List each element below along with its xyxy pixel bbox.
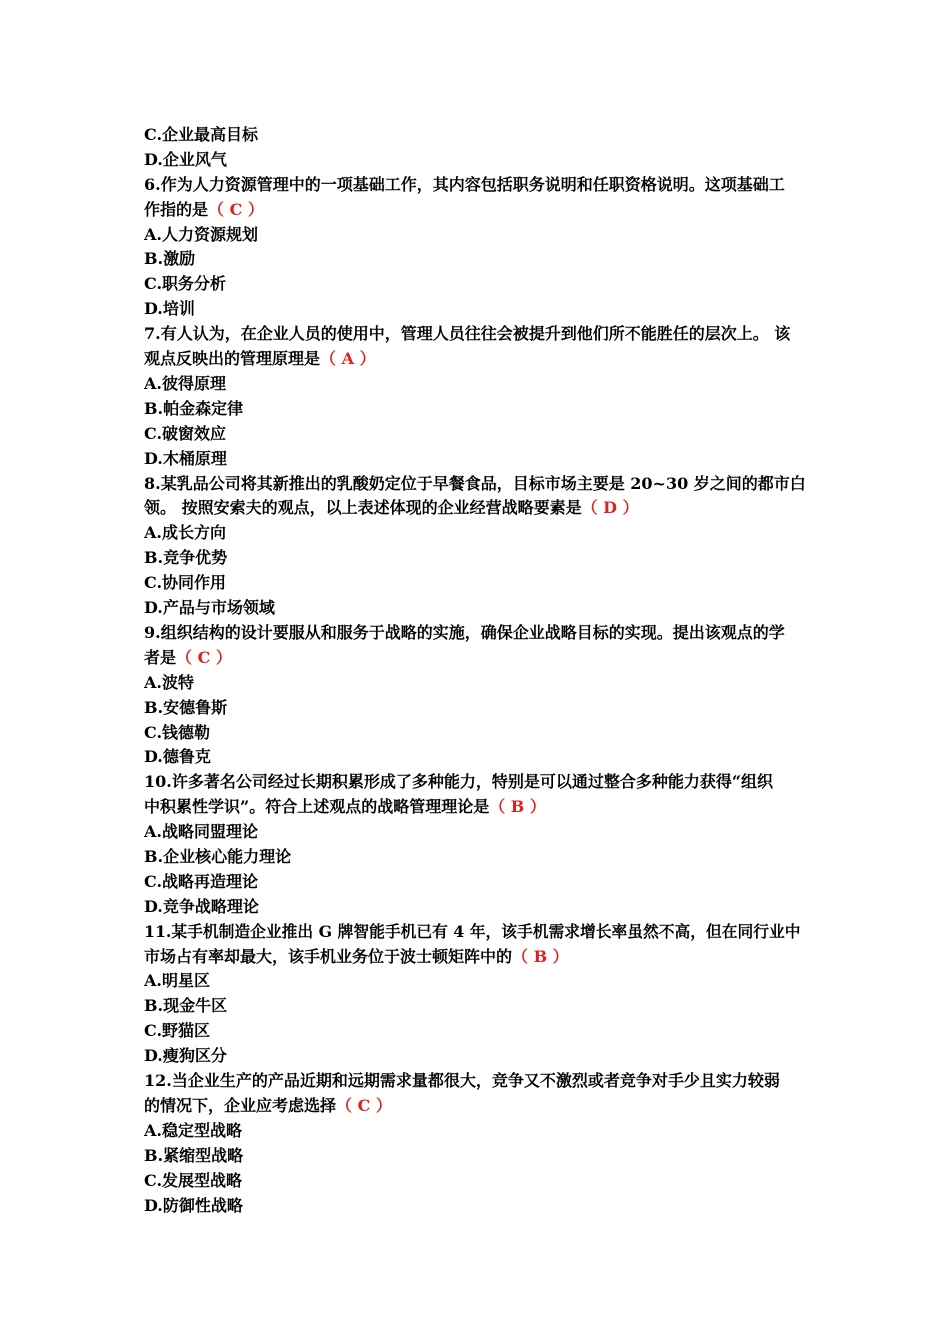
answer-mark: （ C ） [336,1095,392,1115]
question-stem-continued [144,646,808,671]
question-stem-text: 中积累性学识”。符合上述观点的战略管理理论是 [144,797,490,817]
question-stem: 11.某手机制造企业推出 G 牌智能手机已有 4 年，该手机需求增长率虽然不高，但在同行业中 [144,921,801,941]
document-page [144,123,808,1218]
answer-mark: （ C ） [208,199,264,219]
option-line: B.现金牛区 [144,996,228,1016]
option-line: D.培训 [144,299,195,319]
option-line: A.波特 [144,672,194,692]
question-stem-text: 市场占有率却最大，该手机业务位于波士顿矩阵中的 [144,946,513,966]
answer-mark: （ B ） [512,946,569,966]
option-line: B.安德鲁斯 [144,697,228,717]
question-stem-continued [144,198,808,223]
option-line: B.紧缩型战略 [144,1145,244,1165]
option-line: B.竞争优势 [144,548,228,568]
question-stem: 8.某乳品公司将其新推出的乳酸奶定位于早餐食品，目标市场主要是 20~30 岁之间的都市白 [144,473,806,493]
answer-mark: （ A ） [320,349,376,369]
option-line: D.产品与市场领域 [144,598,275,618]
question-stem-text: 领。 按照安索夫的观点，以上表述体现的企业经营战略要素是 [144,498,582,518]
question-stem-continued [144,1094,808,1119]
option-line: C.职务分析 [144,274,227,294]
question-stem-continued [144,945,808,970]
option-line: D.企业风气 [144,149,227,169]
option-line: D.防御性战略 [144,1195,243,1215]
question-stem: 7.有人认为，在企业人员的使用中，管理人员往往会被提升到他们所不能胜任的层次上。 该 [144,324,791,344]
option-line: A.稳定型战略 [144,1120,242,1140]
option-line: A.明星区 [144,971,210,991]
option-line: B.激励 [144,249,196,269]
question-stem-text: 观点反映出的管理原理是 [144,349,321,369]
answer-mark: （ D ） [581,498,639,518]
answer-mark: （ C ） [176,647,232,667]
question-12 [144,1069,808,1218]
option-line: C.战略再造理论 [144,871,259,891]
option-line: A.战略同盟理论 [144,822,258,842]
option-line: C.发展型战略 [144,1170,243,1190]
option-line: D.瘦狗区分 [144,1046,227,1066]
question-stem-continued [144,347,808,372]
option-line: C.企业最高目标 [144,125,259,144]
option-line: C.协同作用 [144,573,227,593]
option-line: C.破窗效应 [144,423,227,443]
question-stem: 9.组织结构的设计要服从和服务于战略的实施，确保企业战略目标的实现。提出该观点的学 [144,622,785,642]
question-8 [144,472,808,621]
question-stem-text: 作指的是 [144,199,209,219]
question-stem-continued [144,496,808,521]
option-line: A.人力资源规划 [144,224,258,244]
option-line: A.彼得原理 [144,373,226,393]
question-stem: 12.当企业生产的产品近期和远期需求量都很大，竞争又不激烈或者竞争对手少且实力较弱 [144,1071,780,1091]
question-stem-continued [144,795,808,820]
option-line: B.企业核心能力理论 [144,846,292,866]
option-line: A.成长方向 [144,523,226,543]
option-line: C.钱德勒 [144,722,211,742]
question-stem-text: 者是 [144,647,177,667]
question-11 [144,920,808,1069]
question-stem: 10.许多著名公司经过长期积累形成了多种能力，特别是可以通过整合多种能力获得“组织 [144,772,774,792]
question-stem: 6.作为人力资源管理中的一项基础工作，其内容包括职务说明和任职资格说明。这项基础工 [144,174,785,194]
option-line: C.野猫区 [144,1021,211,1041]
option-line: D.木桶原理 [144,448,227,468]
question-6 [144,173,808,322]
option-line: D.德鲁克 [144,747,211,767]
question-7 [144,322,808,471]
question-10 [144,770,808,919]
question-stem-text: 的情况下，企业应考虑选择 [144,1095,337,1115]
option-line: D.竞争战略理论 [144,896,259,916]
answer-mark: （ B ） [489,797,546,817]
question-9 [144,621,808,770]
option-line: B.帕金森定律 [144,398,244,418]
